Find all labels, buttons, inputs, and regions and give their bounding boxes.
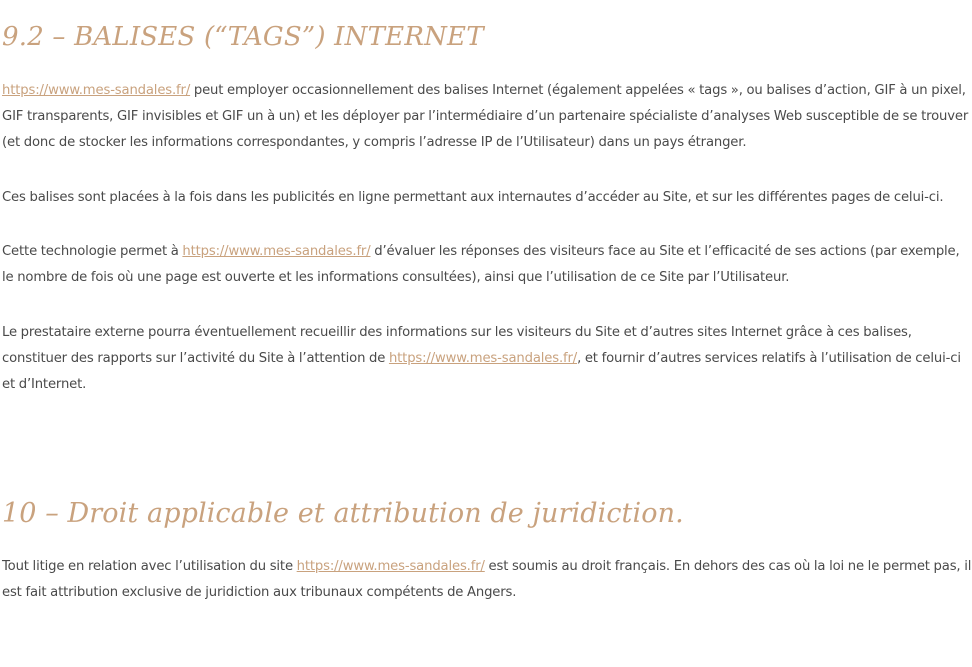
section-heading-applicable-law: 10 – Droit applicable et attribution de juridiction. xyxy=(2,498,684,529)
site-link[interactable]: https://www.mes-sandales.fr/ xyxy=(2,83,191,98)
paragraph-tags-intro xyxy=(2,78,972,156)
paragraph-text: Tout litige en relation avec l’utilisation du site xyxy=(2,559,297,574)
paragraph-tags-provider xyxy=(2,320,972,398)
paragraph-text: d’évaluer les réponses des visiteurs face au Site et l’efficacité de ses actions (par exemple, le nombre de fois où une page est ouverte et les informations consultées), ainsi que l’utilisation de ce Site par l’Utilisateur. xyxy=(2,244,960,285)
paragraph-tags-technology xyxy=(2,239,972,291)
paragraph-text: Ces balises sont placées à la fois dans les publicités en ligne permettant aux internautes d’accéder au Site, et sur les différentes pages de celui-ci. xyxy=(2,190,944,205)
paragraph-text: peut employer occasionnellement des balises Internet (également appelées « tags », ou balises d’action, GIF à un pixel, GIF transparents, GIF invisibles et GIF un à un) et les déployer par l’intermédiaire d’un partenaire spécialiste d’analyses Web susceptible de se trouver (et donc de stocker les informations correspondantes, y compris l’adresse IP de l’Utilisateur) dans un pays étranger. xyxy=(2,83,969,150)
paragraph-text: , et fournir d’autres services relatifs à l’utilisation de celui-ci et d’Internet. xyxy=(2,351,961,392)
paragraph-text: Le prestataire externe pourra éventuellement recueillir des informations sur les visiteurs du Site et d’autres sites Internet grâce à ces balises, constituer des rapports sur l’activité du Site à l’attention de xyxy=(2,325,912,366)
site-link[interactable]: https://www.mes-sandales.fr/ xyxy=(388,351,578,366)
site-link[interactable]: https://www.mes-sandales.fr/ xyxy=(296,559,485,574)
paragraph-text: Cette technologie permet à xyxy=(2,244,183,259)
paragraph-applicable-law xyxy=(2,554,972,606)
paragraph-text: est soumis au droit français. En dehors des cas où la loi ne le permet pas, il est fait attribution exclusive de juridiction aux tribunaux compétents de Angers. xyxy=(2,559,972,600)
paragraph-tags-placement xyxy=(2,185,972,211)
site-link[interactable]: https://www.mes-sandales.fr/ xyxy=(182,244,371,259)
section-heading-tags: 9.2 – BALISES (“TAGS”) INTERNET xyxy=(2,22,484,52)
